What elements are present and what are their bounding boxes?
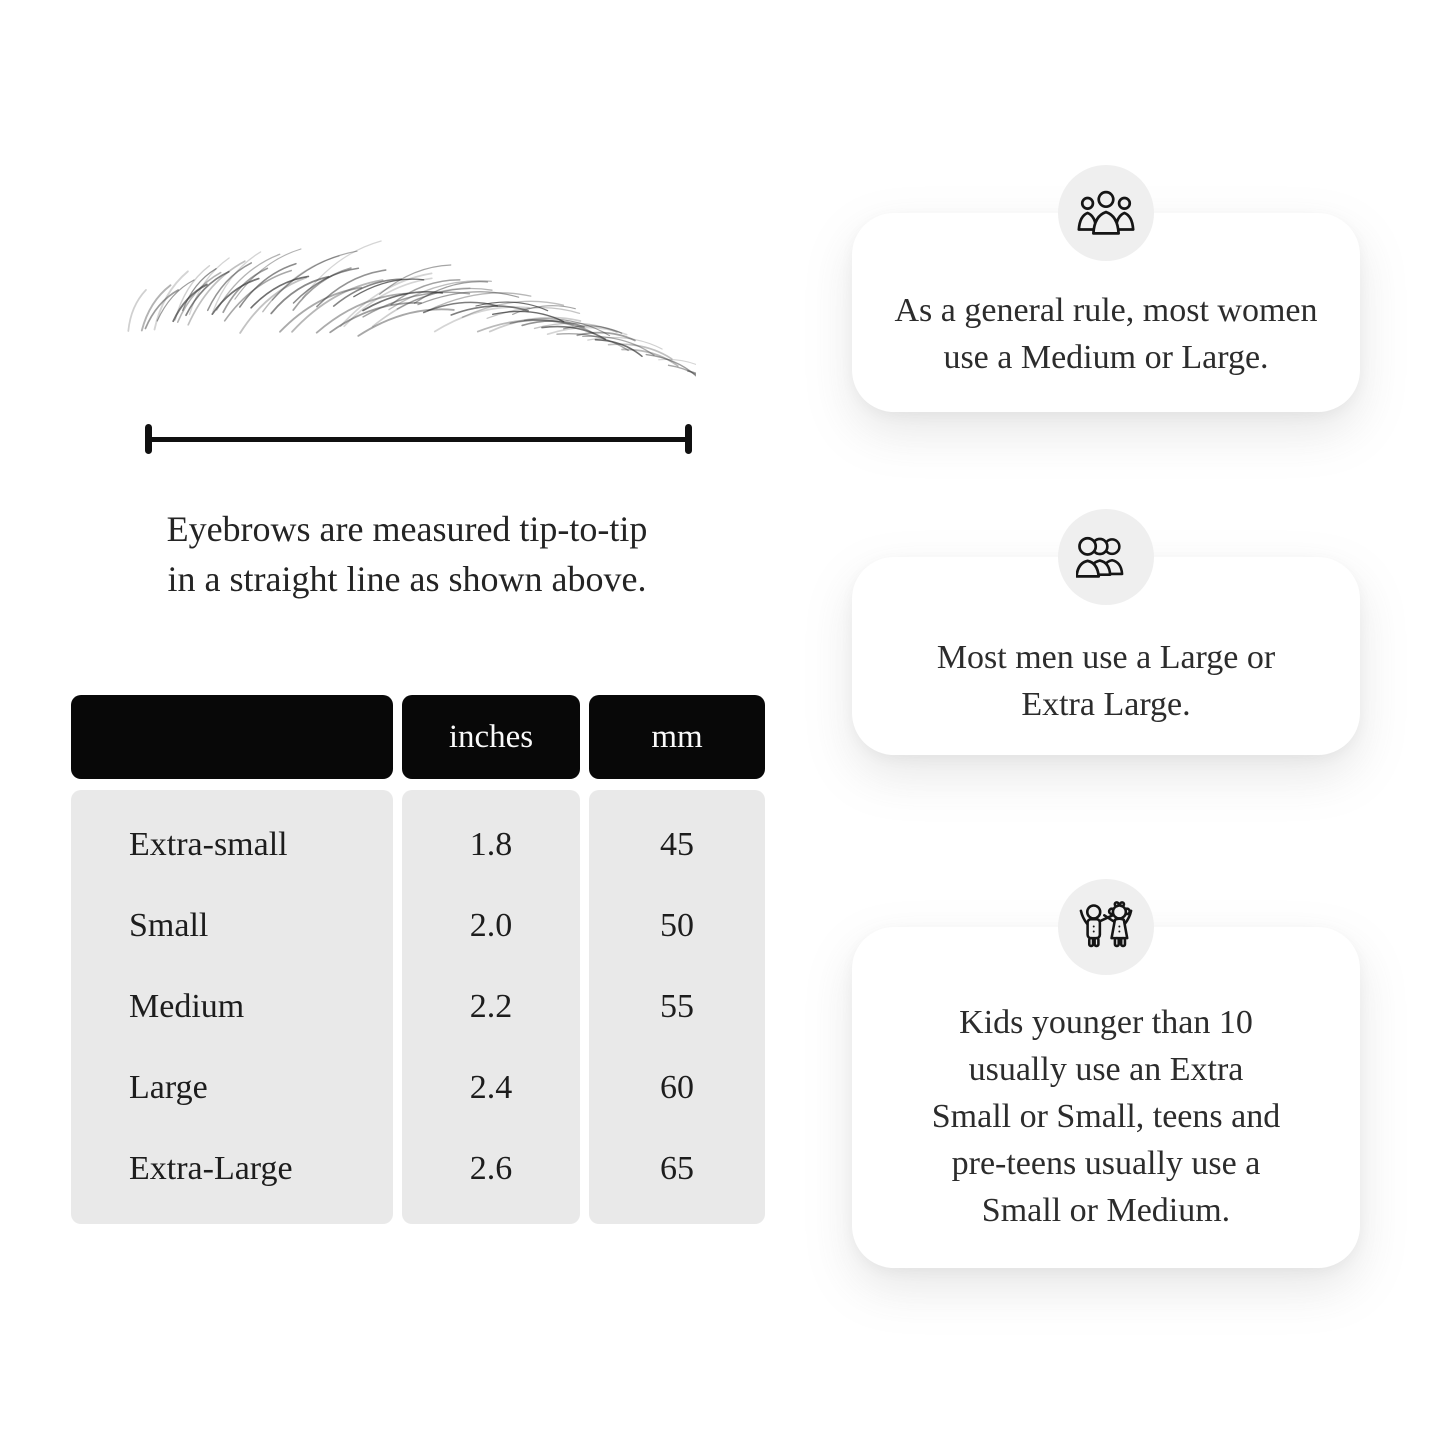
size-cell: Extra-Large [129, 1149, 293, 1187]
icon-circle [1058, 879, 1154, 975]
size-cell: Extra-small [129, 825, 288, 863]
card-text-line: Extra Large. [1021, 686, 1191, 723]
size-table-body [71, 790, 765, 1224]
inches-cell: 2.4 [469, 1068, 513, 1106]
caption-line-2: in a straight line as shown above. [167, 559, 647, 599]
icon-circle [1058, 509, 1154, 605]
mm-column [589, 790, 765, 1224]
measurement-line [147, 424, 690, 454]
card-text-line: usually use an Extra [968, 1051, 1244, 1088]
icon-circle [1058, 165, 1154, 261]
header-cell-size [71, 695, 393, 779]
size-column [71, 790, 393, 1224]
inches-cell: 2.6 [469, 1149, 513, 1187]
women-group-icon [1074, 188, 1138, 238]
card-text-line: Most men use a Large or [936, 639, 1276, 676]
card-text-line: use a Medium or Large. [943, 339, 1269, 376]
measurement-bar [149, 437, 688, 442]
card-text-line: Kids younger than 10 [959, 1004, 1253, 1041]
size-table-header [71, 695, 765, 779]
tip-card-men [852, 557, 1360, 755]
mm-cell: 45 [660, 825, 694, 863]
inches-cell: 2.2 [469, 987, 513, 1025]
mm-cell: 60 [660, 1068, 694, 1106]
caption-line-1: Eyebrows are measured tip-to-tip [166, 509, 648, 549]
card-text-line: pre-teens usually use a [951, 1145, 1261, 1182]
card-text [872, 634, 1340, 728]
mm-cell: 65 [660, 1149, 694, 1187]
tip-card-women [852, 213, 1360, 412]
kids-icon [1077, 901, 1135, 953]
card-text-line: Small or Medium. [981, 1192, 1231, 1229]
size-cell: Medium [129, 987, 245, 1025]
header-cell-mm: mm [589, 695, 765, 779]
card-text-line: Small or Small, teens and [931, 1098, 1281, 1135]
measurement-tick-right [685, 424, 692, 454]
men-group-icon [1076, 534, 1136, 580]
header-cell-inches: inches [402, 695, 580, 779]
eyebrow-illustration [112, 226, 696, 396]
tip-card-kids [852, 927, 1360, 1268]
size-cell: Small [129, 906, 209, 944]
inches-column [402, 790, 580, 1224]
card-text [872, 999, 1340, 1234]
inches-cell: 2.0 [469, 906, 513, 944]
card-text-line: As a general rule, most women [894, 292, 1318, 329]
measurement-caption [100, 504, 714, 604]
mm-cell: 50 [660, 906, 694, 944]
card-text [872, 287, 1340, 381]
size-cell: Large [129, 1068, 208, 1106]
inches-cell: 1.8 [469, 825, 513, 863]
mm-cell: 55 [660, 987, 694, 1025]
